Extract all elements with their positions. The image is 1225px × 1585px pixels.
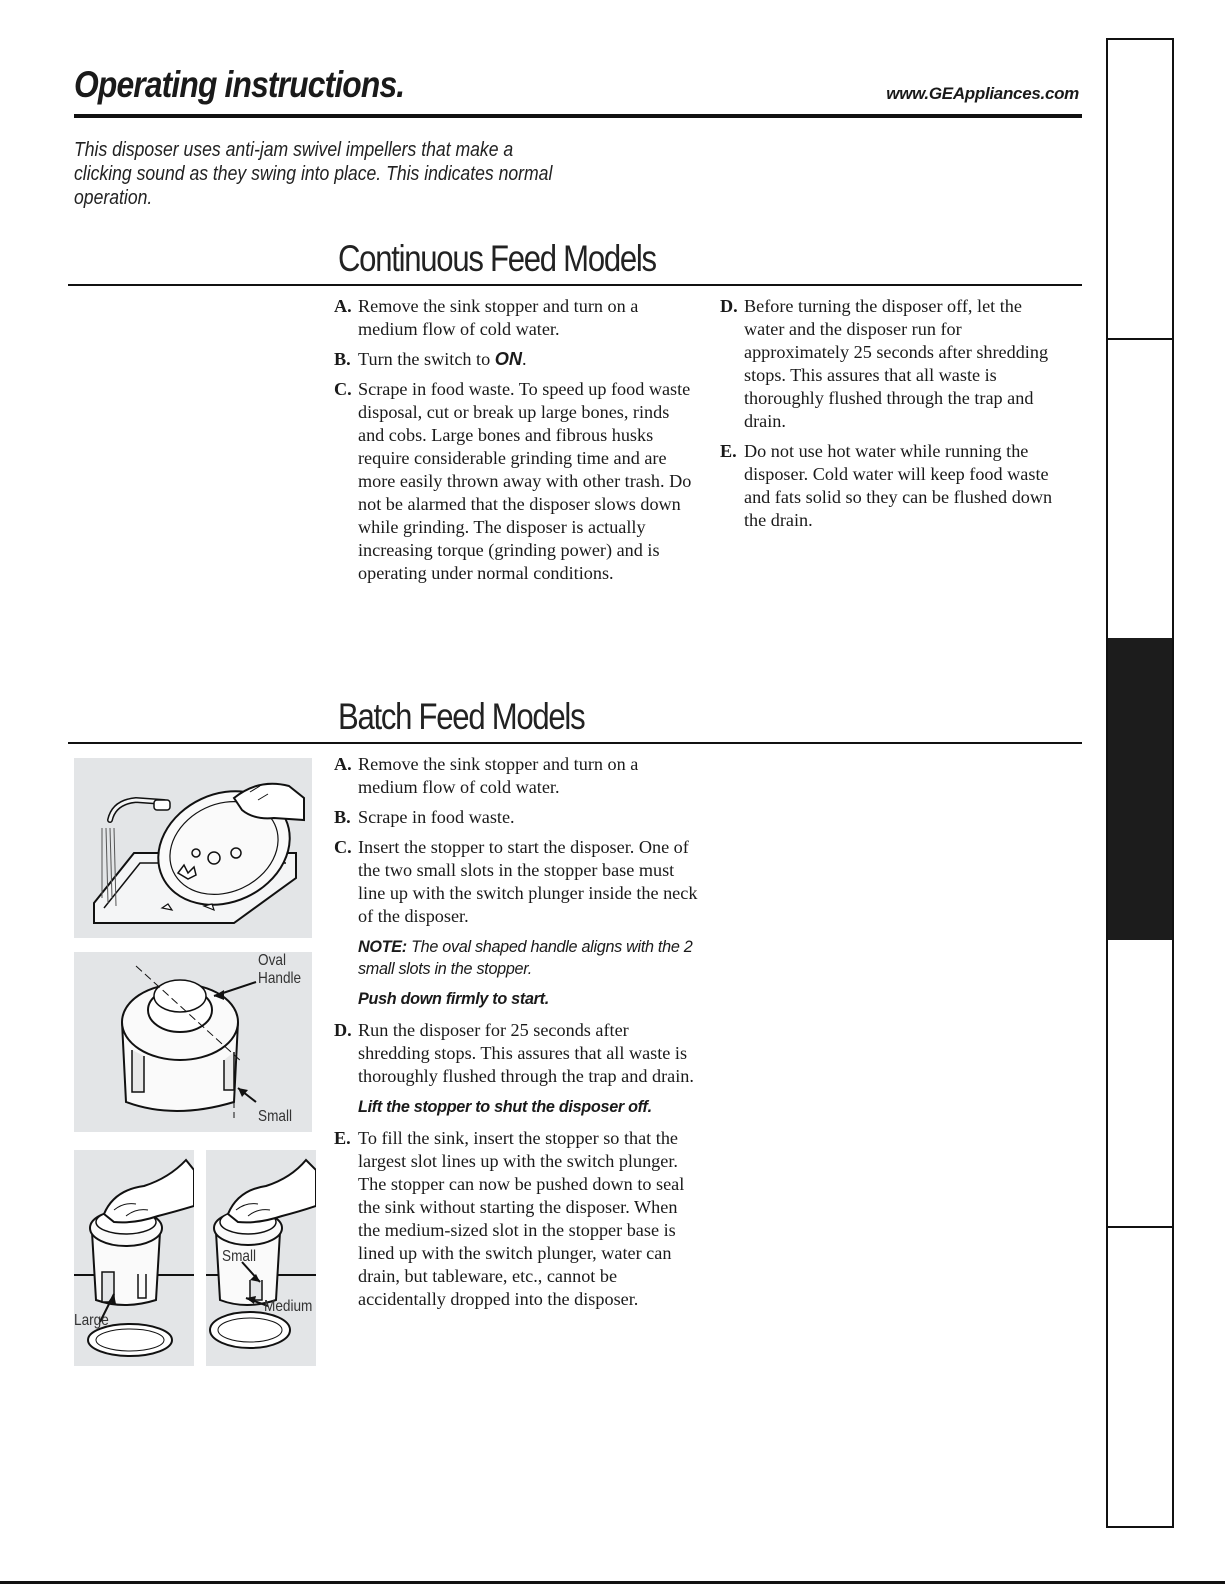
continuous-step-a: A. Remove the sink stopper and turn on a medium flow of cold water. — [334, 296, 639, 339]
tab-divider-2 — [1108, 1226, 1172, 1228]
continuous-step-e: E. Do not use hot water while running the disposer. Cold water will keep food waste and fats solid so they can be flushed down the drain. — [720, 441, 1053, 530]
intro-paragraph: This disposer uses anti-jam swivel impellers that make a clicking sound as they swing into place. This indicates normal operation. — [74, 139, 553, 209]
continuous-column-right — [720, 295, 1056, 539]
tab-divider-1 — [1108, 338, 1172, 340]
continuous-step-b: B. Turn the switch to ON. — [334, 349, 527, 369]
stopper-large-slot-illustration — [74, 1150, 194, 1366]
small-slot-label-2: Small — [222, 1248, 257, 1265]
section-tabs — [1106, 38, 1174, 1528]
batch-step-c: C. Insert the stopper to start the disposer. One of the two small slots in the stopper base must line up with the switch plunger inside the neck of the disposer. — [334, 837, 698, 926]
continuous-rule — [68, 284, 1082, 286]
batch-note: NOTE: The oval shaped handle aligns with the 2 small slots in the stopper. — [358, 938, 693, 978]
batch-step-e: E. To fill the sink, insert the stopper so that the largest slot lines up with the switch plunger. The stopper can now be pushed down to seal the sink without starting the disposer. When the medium-sized slot in the stopper base is lined up with the switch plunger, water can drain, but tableware, etc., cannot be accidentally dropped into the disposer. — [334, 1128, 685, 1309]
header-rule — [74, 114, 1082, 118]
stopper-oval-handle-illustration — [74, 952, 312, 1132]
continuous-column-left — [334, 295, 698, 592]
page-bottom-edge — [0, 1581, 1225, 1584]
batch-feed-title: Batch Feed Models — [338, 696, 585, 737]
batch-step-a: A. Remove the sink stopper and turn on a medium flow of cold water. — [334, 754, 639, 797]
continuous-feed-title: Continuous Feed Models — [338, 238, 656, 279]
batch-rule — [68, 742, 1082, 744]
batch-push-instruction: Push down firmly to start. — [358, 990, 549, 1008]
stopper-medium-slot-illustration — [206, 1150, 316, 1366]
continuous-step-c: C. Scrape in food waste. To speed up food waste disposal, cut or break up large bones, rinds and cobs. Large bones and fibrous husks require considerable grinding time and are more easily thrown away with other trash. Do not be alarmed that the disposer slows down while grinding. The disposer is actually increasing torque (grinding power) and is operating under normal conditions. — [334, 379, 692, 583]
sink-plate-illustration — [74, 758, 312, 938]
batch-step-d: D. Run the disposer for 25 seconds after shredding stops. This assures that all waste is thoroughly flushed through the trap and drain. — [334, 1020, 694, 1086]
tab-active[interactable] — [1108, 638, 1172, 940]
batch-lift-instruction: Lift the stopper to shut the disposer off. — [358, 1098, 652, 1116]
large-slot-label: Large — [74, 1312, 109, 1329]
batch-step-b: B. Scrape in food waste. — [334, 807, 515, 827]
continuous-step-d: D. Before turning the disposer off, let the water and the disposer run for approximately 25 seconds after shredding stops. This assures that all waste is thoroughly flushed through the trap and drain. — [720, 296, 1049, 431]
batch-column — [334, 753, 702, 1318]
oval-label: Oval — [258, 952, 286, 969]
medium-slot-label: Medium — [264, 1298, 313, 1315]
website-link[interactable]: www.GEAppliances.com — [886, 84, 1079, 103]
page-title: Operating instructions. — [74, 64, 405, 105]
small-slot-label: Small — [258, 1108, 293, 1125]
handle-label: Handle — [258, 970, 302, 987]
